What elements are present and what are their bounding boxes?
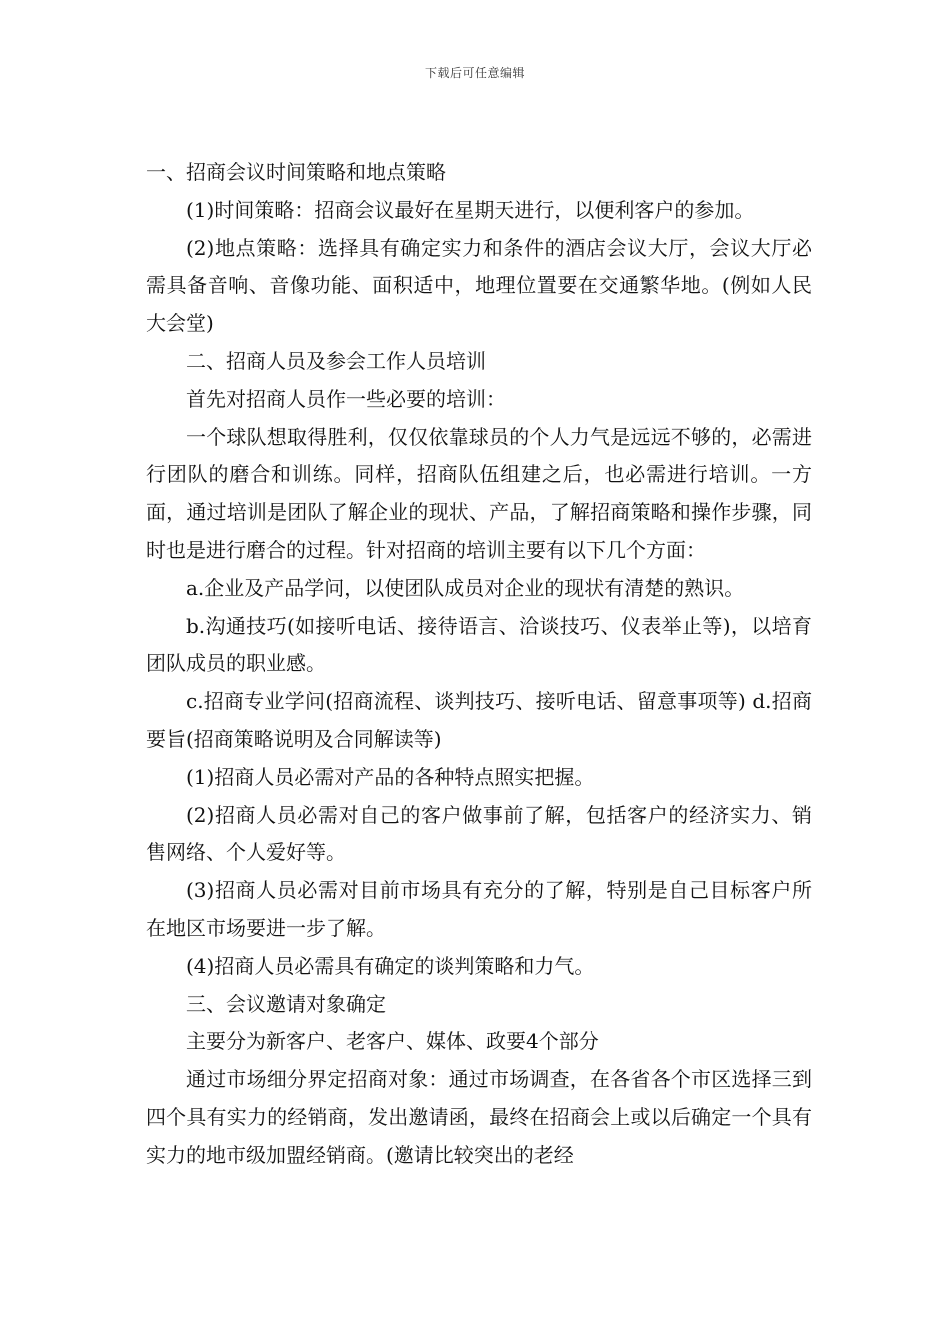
paragraph: (1)时间策略：招商会议最好在星期天进行，以便利客户的参加。	[186, 197, 755, 222]
list-item: (1)招商人员必需对产品的各种特点照实把握。	[186, 764, 595, 789]
list-item: (2)招商人员必需对自己的客户做事前了解，包括客户的经济实力、销售网络、个人爱好等。	[146, 802, 812, 865]
list-item: a.企业及产品学问，以使团队成员对企业的现状有清楚的熟识。	[186, 575, 745, 600]
paragraph: 通过市场细分界定招商对象：通过市场调查，在各省各个市区选择三到四个具有实力的经销商，发出邀请函，最终在招商会上或以后确定一个具有实力的地市级加盟经销商。(邀请比较突出的老经	[146, 1067, 812, 1167]
paragraph: 首先对招商人员作一些必要的培训：	[186, 386, 506, 411]
list-item: b.沟通技巧(如接听电话、接待语言、洽谈技巧、仪表举止等)，以培育团队成员的职业感。	[146, 613, 812, 676]
paragraph: (2)地点策略：选择具有确定实力和条件的酒店会议大厅，会议大厅必需具备音响、音像功能、面积适中，地理位置要在交通繁华地。(例如人民大会堂)	[146, 235, 812, 336]
list-item: c.招商专业学问(招商流程、谈判技巧、接听电话、留意事项等) d.招商要旨(招商策略说明及合同解读等)	[146, 689, 812, 751]
section-heading-1: 一、招商会议时间策略和地点策略	[146, 160, 446, 184]
page-header: 下载后可任意编辑	[424, 66, 525, 80]
list-item: (3)招商人员必需对目前市场具有充分的了解，特别是自己目标客户所在地区市场要进一步了解。	[146, 878, 812, 940]
section-heading-3: 三、会议邀请对象确定	[186, 991, 386, 1016]
document-body	[146, 154, 812, 1175]
list-item: (4)招商人员必需具有确定的谈判策略和力气。	[186, 953, 595, 978]
section-heading-2: 二、招商人员及参会工作人员培训	[186, 348, 486, 373]
paragraph: 一个球队想取得胜利，仅仅依靠球员的个人力气是远远不够的，必需进行团队的磨合和训练。同样，招商队伍组建之后，也必需进行培训。一方面，通过培训是团队了解企业的现状、产品，了解招商策略和操作步骤，同时也是进行磨合的过程。针对招商的培训主要有以下几个方面：	[146, 424, 812, 562]
paragraph: 主要分为新客户、老客户、媒体、政要4个部分	[186, 1029, 599, 1054]
